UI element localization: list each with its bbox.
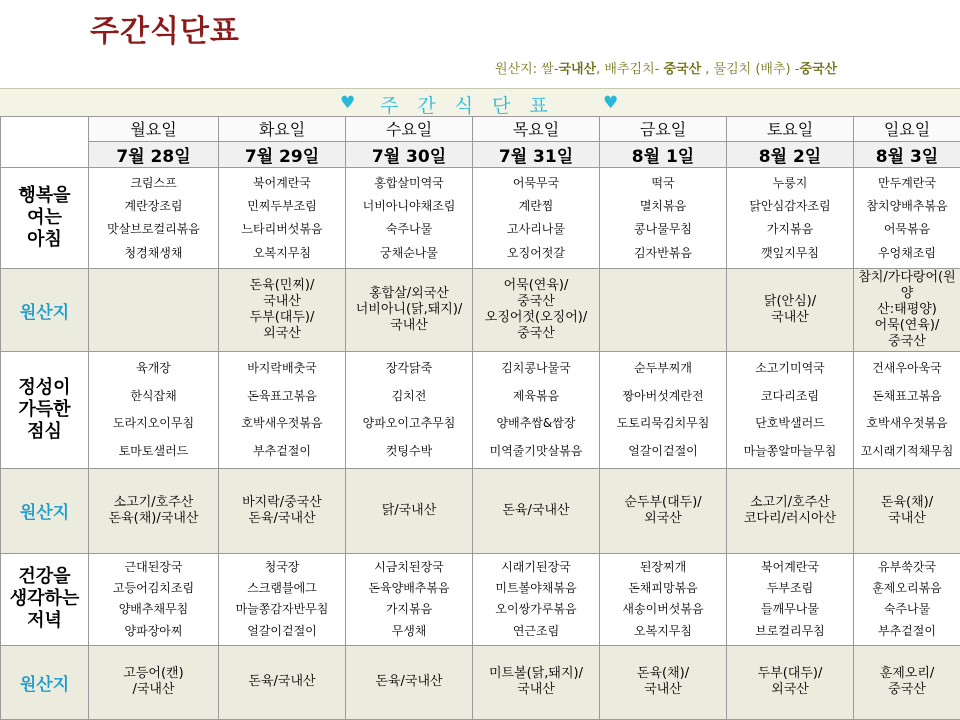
- menu-cell: [473, 352, 600, 469]
- menu-item: 김자반볶음: [634, 245, 692, 260]
- origin-line: 중국산: [517, 294, 555, 310]
- day-name: 월요일: [89, 117, 219, 142]
- menu-item: 느타리버섯볶음: [241, 222, 323, 237]
- origin-line: 고등어(캔): [123, 666, 184, 682]
- menu-item: 얼갈이겉절이: [628, 444, 698, 458]
- origin-cell: [854, 469, 960, 553]
- menu-item: 도토리묵김치무침: [616, 416, 710, 431]
- menu-item: 꼬시래기적채무침: [860, 444, 954, 458]
- origin-note-water-kimchi: 중국산: [799, 62, 838, 77]
- lunch-label: [1, 352, 89, 469]
- origin-cell: [219, 469, 346, 553]
- menu-item: 코다리조림: [761, 388, 819, 403]
- lunch-menu-row: [1, 352, 960, 469]
- origin-line: 소고기/호주산: [113, 494, 194, 510]
- menu-item-list: [346, 352, 472, 468]
- menu-item: 숙주나물: [883, 602, 931, 617]
- menu-item: 고사리나물: [507, 222, 565, 237]
- heart-icon: ♥: [340, 93, 356, 113]
- menu-item: 김치전: [391, 388, 427, 403]
- origin-cell: [89, 645, 219, 719]
- origin-line: 국내산: [263, 294, 301, 310]
- origin-line: 외국산: [644, 510, 682, 526]
- menu-item: 부추겉절이: [878, 623, 936, 638]
- origin-cell: [727, 645, 854, 719]
- day-date: 7월 28일: [89, 141, 219, 168]
- origin-line: 순두부(대두)/: [624, 494, 702, 510]
- menu-item: 참치양배추볶음: [866, 198, 948, 213]
- menu-item: 근대된장국: [124, 559, 183, 574]
- menu-cell: [89, 553, 219, 645]
- origin-line: 두부(대두)/: [249, 310, 315, 326]
- menu-item-list: [727, 352, 853, 468]
- breakfast-origin-row: [1, 269, 960, 352]
- menu-item-list: [346, 168, 472, 268]
- menu-item: 오복지무침: [634, 623, 692, 638]
- day-name: 목요일: [473, 117, 600, 142]
- origin-label: 원산지: [1, 269, 89, 352]
- menu-item: 훈제오리볶음: [872, 581, 942, 596]
- menu-item: 누룽지: [772, 175, 808, 190]
- origin-line: 어묵(연육)/: [503, 278, 569, 294]
- page-title: 주간식단표: [90, 14, 240, 49]
- origin-line: 소고기/호주산: [750, 494, 830, 510]
- origin-line: 오징어젓(오징어)/: [484, 310, 588, 326]
- weekly-menu-table: [0, 116, 960, 720]
- menu-cell: [346, 553, 473, 645]
- menu-item: 양배추채무침: [118, 602, 189, 617]
- menu-item: 장각닭죽: [385, 361, 433, 376]
- menu-item: 가지볶음: [766, 222, 814, 237]
- menu-item-list: [89, 352, 218, 468]
- menu-item: 청경채생채: [124, 245, 183, 260]
- menu-item: 계란찜: [518, 198, 554, 213]
- day-date: 7월 31일: [473, 141, 600, 168]
- origin-line: 두부(대두)/: [757, 666, 823, 682]
- lunch-origin-row: [1, 469, 960, 553]
- origin-note-rice: 국내산: [558, 62, 597, 77]
- origin-line: 국내산: [644, 682, 682, 698]
- menu-item-list: [346, 554, 472, 645]
- origin-note-mid2: , 물김치 (배추) -: [701, 62, 800, 77]
- origin-line: 돈육(채)/: [880, 494, 934, 510]
- origin-cell: [854, 269, 960, 352]
- menu-item: 소고기미역국: [755, 361, 825, 376]
- menu-cell: [727, 168, 854, 269]
- origin-line: 중국산: [517, 326, 555, 342]
- menu-cell: [727, 352, 854, 469]
- origin-line: 닭(안심)/: [763, 294, 817, 310]
- origin-line: 중국산: [888, 334, 926, 350]
- origin-line: 돈육(민찌)/: [249, 278, 315, 294]
- menu-cell: [346, 168, 473, 269]
- menu-item: 숙주나물: [385, 222, 433, 237]
- menu-item: 오이쌍가루볶음: [495, 602, 577, 617]
- menu-item: 한식잡채: [130, 388, 177, 403]
- breakfast-label: [1, 168, 89, 269]
- day-date: 8월 3일: [854, 141, 960, 168]
- heart-icon: ♥: [603, 93, 619, 113]
- menu-cell: [600, 553, 727, 645]
- origin-label: 원산지: [1, 469, 89, 553]
- menu-item-list: [89, 554, 218, 645]
- banner-title: 주간식단표: [380, 95, 567, 117]
- meal-label-line: 생각하는: [9, 588, 80, 610]
- origin-line: 훈제오리/: [879, 666, 935, 682]
- menu-item: 민찌두부조림: [247, 198, 317, 213]
- menu-item-list: [219, 554, 345, 645]
- menu-item: 돈채표고볶음: [872, 388, 942, 403]
- origin-line: 너비아니(닭,돼지)/: [355, 302, 463, 318]
- origin-line: 외국산: [771, 682, 809, 698]
- menu-item-list: [727, 554, 853, 645]
- menu-cell: [473, 553, 600, 645]
- meal-label-line: 아침: [27, 229, 62, 251]
- origin-line: 국내산: [888, 510, 926, 526]
- origin-cell: [473, 645, 600, 719]
- menu-item-list: [600, 554, 726, 645]
- origin-label: 원산지: [1, 645, 89, 719]
- menu-item: 된장찌개: [639, 559, 687, 574]
- origin-note: [495, 58, 837, 77]
- menu-item: 깻잎지무침: [761, 245, 819, 260]
- origin-line: 돈육(채)/: [636, 666, 690, 682]
- menu-item-list: [600, 352, 726, 468]
- menu-cell: [89, 352, 219, 469]
- origin-line: 국내산: [517, 682, 555, 698]
- menu-item: 홍합살미역국: [374, 175, 444, 190]
- dinner-menu-row: [1, 553, 960, 645]
- origin-cell: [473, 469, 600, 553]
- origin-line: 코다리/러시아산: [743, 510, 837, 526]
- origin-line: 홍합살/외국산: [369, 286, 449, 302]
- menu-cell: [854, 168, 960, 269]
- origin-cell: [346, 469, 473, 553]
- menu-item: 오징어젓갈: [507, 245, 565, 260]
- menu-cell: [854, 352, 960, 469]
- menu-item-list: [600, 168, 726, 268]
- menu-item-list: [219, 168, 345, 268]
- menu-item: 마늘쫑알마늘무침: [743, 444, 837, 458]
- menu-item: 건새우아욱국: [872, 361, 942, 376]
- origin-line: 참치/가다랑어(원양: [858, 270, 956, 302]
- menu-item: 북어계란국: [253, 175, 311, 190]
- menu-item-list: [473, 168, 599, 268]
- menu-item: 멸치볶음: [639, 198, 687, 213]
- menu-item: 만두계란국: [878, 175, 936, 190]
- menu-item: 우엉채조림: [878, 245, 936, 260]
- origin-cell: [727, 469, 854, 553]
- meal-label-line: 가득한: [18, 399, 71, 421]
- menu-item: 양파오이고추무침: [362, 416, 456, 431]
- menu-item: 양배추쌈&쌈장: [496, 416, 576, 431]
- menu-item: 도라지오이무침: [112, 416, 195, 431]
- menu-item: 닭안심감자조림: [749, 198, 831, 213]
- menu-item: 토마토샐러드: [118, 444, 189, 458]
- menu-item: 시금치된장국: [374, 559, 444, 574]
- origin-line: /국내산: [132, 682, 175, 698]
- origin-cell: [600, 269, 727, 352]
- menu-item: 크림스프: [130, 175, 177, 190]
- header-corner: [1, 117, 89, 168]
- menu-item: 가지볶음: [385, 602, 433, 617]
- origin-line: 돈육/국내산: [502, 502, 570, 518]
- menu-item: 컷팅수박: [385, 444, 433, 458]
- dinner-label: [1, 553, 89, 645]
- origin-line: 중국산: [888, 682, 926, 698]
- origin-cell: [346, 645, 473, 719]
- menu-item: 스크램블에그: [247, 581, 317, 596]
- menu-cell: [219, 168, 346, 269]
- menu-item: 궁채순나물: [380, 245, 438, 260]
- origin-cell: [346, 269, 473, 352]
- day-name: 금요일: [600, 117, 727, 142]
- origin-cell: [727, 269, 854, 352]
- origin-line: 국내산: [390, 318, 428, 334]
- menu-item: 육개장: [136, 361, 171, 376]
- origin-line: 외국산: [263, 326, 301, 342]
- origin-line: 어묵(연육)/: [874, 318, 940, 334]
- origin-note-prefix: 원산지: 쌀-: [495, 62, 559, 77]
- menu-item: 얼갈이겉절이: [247, 623, 317, 638]
- menu-item-list: [854, 168, 960, 268]
- day-name: 일요일: [854, 117, 960, 142]
- menu-item: 두부조림: [766, 581, 814, 596]
- menu-item: 어묵무국: [512, 175, 560, 190]
- menu-item: 제육볶음: [512, 388, 560, 403]
- origin-cell: [89, 469, 219, 553]
- menu-cell: [89, 168, 219, 269]
- meal-label-line: 여는: [27, 207, 62, 229]
- menu-item: 돈육표고볶음: [247, 388, 317, 403]
- menu-item: 새송이버섯볶음: [622, 602, 704, 617]
- origin-line: 돈육/국내산: [375, 674, 443, 690]
- day-date: 7월 29일: [219, 141, 346, 168]
- origin-cell: [600, 469, 727, 553]
- menu-item: 미역줄기맛살볶음: [489, 444, 583, 458]
- menu-item: 마늘쫑감자반무침: [235, 602, 329, 617]
- origin-line: 국내산: [771, 310, 809, 326]
- menu-item-list: [89, 168, 218, 268]
- meal-label-line: 저녁: [27, 610, 62, 632]
- menu-item: 순두부찌개: [634, 361, 692, 376]
- menu-item-list: [473, 554, 599, 645]
- breakfast-menu-row: [1, 168, 960, 269]
- menu-cell: [219, 352, 346, 469]
- menu-banner: [0, 88, 960, 118]
- menu-item: 어묵볶음: [883, 222, 931, 237]
- menu-item: 계란장조림: [124, 198, 183, 213]
- meal-label-line: 건강을: [18, 566, 71, 588]
- day-date: 8월 1일: [600, 141, 727, 168]
- day-date: 8월 2일: [727, 141, 854, 168]
- origin-cell: [219, 645, 346, 719]
- dinner-origin-row: [1, 645, 960, 719]
- menu-item: 단호박샐러드: [755, 416, 825, 431]
- menu-item: 콩나물무침: [634, 222, 692, 237]
- menu-item: 맛살브로컬리볶음: [107, 222, 200, 237]
- menu-item: 오복지무침: [253, 245, 311, 260]
- menu-item: 청국장: [264, 559, 300, 574]
- menu-item: 호박새우젓볶음: [241, 416, 323, 431]
- menu-item: 너비아니야채조림: [362, 198, 456, 213]
- day-name: 수요일: [346, 117, 473, 142]
- menu-item: 미트볼야채볶음: [495, 581, 577, 596]
- menu-cell: [600, 168, 727, 269]
- menu-cell: [600, 352, 727, 469]
- menu-item-list: [727, 168, 853, 268]
- day-name: 화요일: [219, 117, 346, 142]
- menu-item: 유부쑥갓국: [878, 559, 936, 574]
- origin-note-kimchi: 중국산: [663, 62, 702, 77]
- origin-cell: [600, 645, 727, 719]
- menu-cell: [473, 168, 600, 269]
- date-row: [1, 141, 960, 168]
- day-name: 토요일: [727, 117, 854, 142]
- origin-line: 산:태평양): [877, 302, 937, 318]
- menu-item-list: [854, 352, 960, 468]
- menu-item: 돈채피망볶음: [628, 581, 698, 596]
- origin-cell: [89, 269, 219, 352]
- menu-item: 연근조림: [512, 623, 560, 638]
- menu-item: 바지락배춧국: [247, 361, 317, 376]
- origin-line: 미트볼(닭,돼지)/: [488, 666, 583, 682]
- menu-item: 돈육양배추볶음: [368, 581, 450, 596]
- menu-cell: [727, 553, 854, 645]
- menu-cell: [346, 352, 473, 469]
- menu-item-list: [473, 352, 599, 468]
- menu-item: 무생채: [391, 623, 427, 638]
- menu-item: 짱아버섯계란전: [622, 388, 704, 403]
- menu-item: 브로컬리무침: [755, 623, 825, 638]
- menu-item: 부추겉절이: [253, 444, 311, 458]
- meal-label-line: 정성이: [18, 377, 71, 399]
- origin-cell: [473, 269, 600, 352]
- origin-line: 돈육/국내산: [248, 674, 316, 690]
- origin-cell: [854, 645, 960, 719]
- menu-cell: [219, 553, 346, 645]
- day-date: 7월 30일: [346, 141, 473, 168]
- menu-item: 김치콩나물국: [501, 361, 571, 376]
- menu-item: 북어계란국: [761, 559, 819, 574]
- menu-item: 들깨무나물: [761, 602, 819, 617]
- origin-line: 돈육/국내산: [248, 510, 316, 526]
- meal-label-line: 행복을: [18, 185, 71, 207]
- origin-cell: [219, 269, 346, 352]
- day-name-row: [1, 117, 960, 142]
- menu-cell: [854, 553, 960, 645]
- menu-item: 고등어김치조림: [112, 581, 195, 596]
- menu-item: 떡국: [651, 175, 675, 190]
- origin-line: 돈육(채)/국내산: [108, 510, 199, 526]
- origin-line: 닭/국내산: [381, 502, 437, 518]
- menu-item-list: [854, 554, 960, 645]
- menu-item: 호박새우젓볶음: [866, 416, 948, 431]
- meal-label-line: 점심: [27, 421, 62, 443]
- menu-item: 시래기된장국: [501, 559, 571, 574]
- menu-item-list: [219, 352, 345, 468]
- menu-item: 양파장아찌: [124, 623, 183, 638]
- origin-note-mid1: , 배추김치-: [596, 62, 664, 77]
- origin-line: 바지락/중국산: [242, 494, 322, 510]
